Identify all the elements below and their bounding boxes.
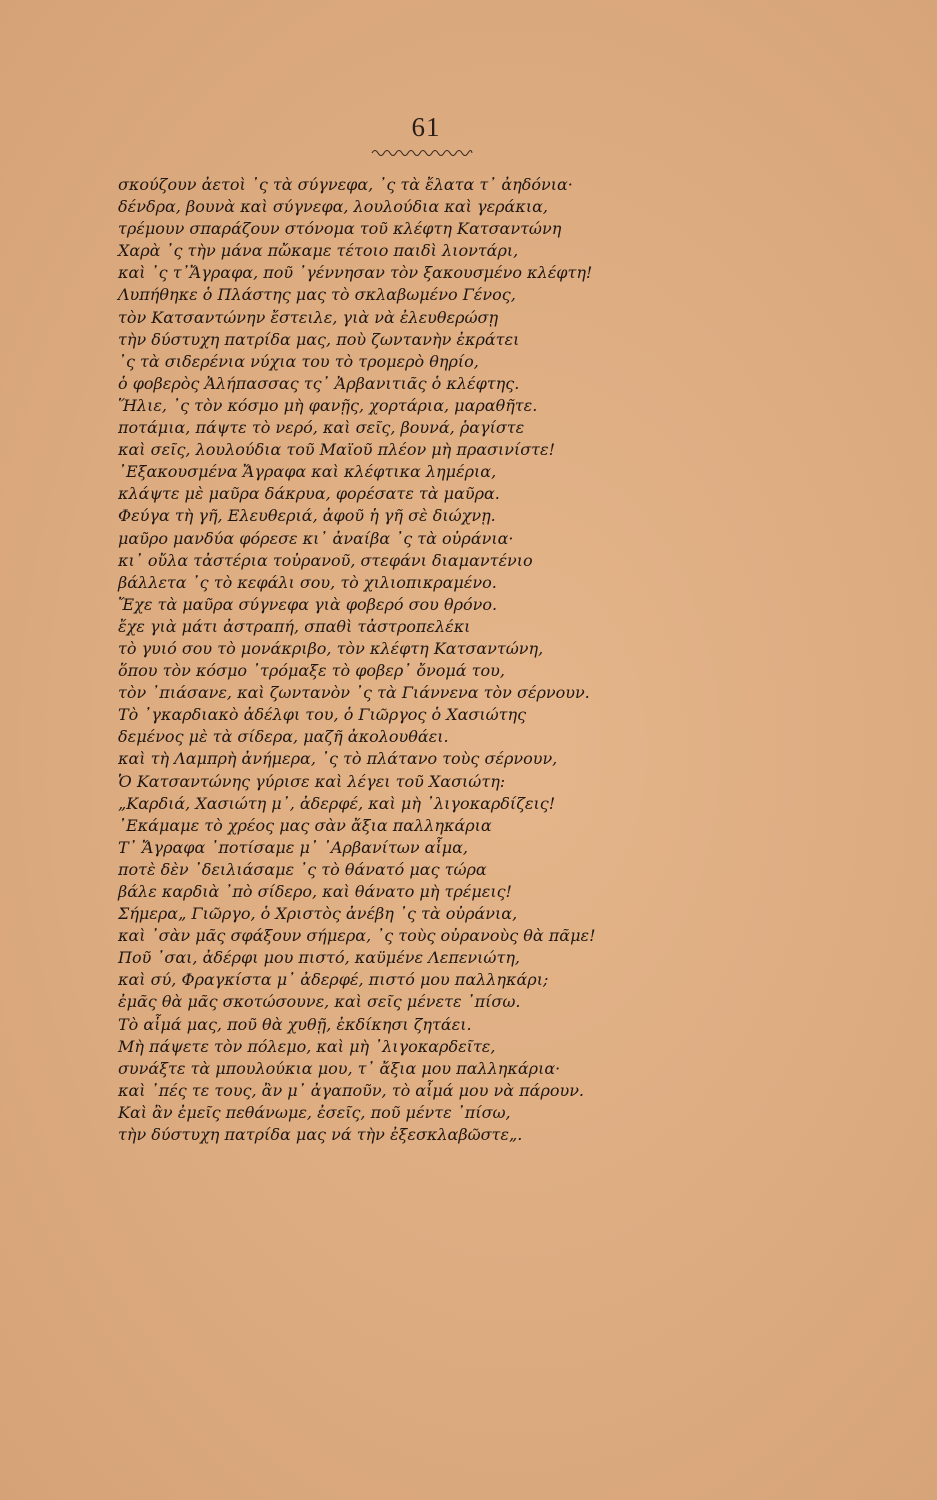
poem-line: βάλε καρδιὰ ᾽πὸ σίδερο, καὶ θάνατο μὴ τρέμεις! bbox=[118, 882, 512, 901]
poem-line: δένδρα, βουνὰ καὶ σύγνεφα, λουλούδια καὶ γεράκια, bbox=[118, 197, 549, 217]
poem-line: ὁ φοβερὸς Ἀλήπασσας τς᾽ Ἀρβανιτιᾶς ὁ κλέφτης. bbox=[118, 373, 520, 393]
poem-line: Τὸ ᾽γκαρδιακὸ ἀδέλφι του, ὁ Γιῶργος ὁ Χασιώτης bbox=[118, 705, 527, 725]
poem-line: καὶ σεῖς, λουλούδια τοῦ Μαϊοῦ πλέον μὴ πρασινίστε! bbox=[118, 440, 556, 460]
poem-line: δεμένος μὲ τὰ σίδερα, μαζῆ ἀκολουθάει. bbox=[118, 727, 449, 747]
poem-line: τὸν ᾽πιάσανε, καὶ ζωντανὸν ᾽ς τὰ Γιάννενα τὸν σέρνουν. bbox=[118, 683, 590, 703]
poem-line: καὶ τὴ Λαμπρὴ ἀνήμερα, ᾽ς τὸ πλάτανο τοὺς σέρνουν, bbox=[118, 749, 558, 769]
poem-line: Λυπήθηκε ὁ Πλάστης μας τὸ σκλαβωμένο Γένος, bbox=[118, 285, 516, 305]
poem-line: τρέμουν σπαράζουν στόνομα τοῦ κλέφτη Κατσαντώνη bbox=[118, 219, 562, 239]
poem-line: κλάψτε μὲ μαῦρα δάκρυα, φορέσατε τὰ μαῦρα. bbox=[118, 484, 500, 504]
page-number: 61 bbox=[411, 112, 441, 142]
poem-line: καὶ ᾽σὰν μᾶς σφάξουν σήμερα, ᾽ς τοὺς οὐρανοὺς θὰ πᾶμε! bbox=[118, 926, 596, 946]
poem-line: ὅπου τὸν κόσμο ᾽τρόμαξε τὸ φοβερ᾽ ὄνομά του, bbox=[118, 661, 505, 681]
poem-line: Σήμερα„ Γιῶργο, ὁ Χριστὸς ἀνέβη ᾽ς τὰ οὐράνια, bbox=[118, 904, 518, 924]
poem-line: τὸν Κατσαντώνην ἔστειλε, γιὰ νὰ ἐλευθερώσῃ bbox=[118, 307, 499, 327]
poem-line: ἔχε γιὰ μάτι ἀστραπή, σπαθὶ τἀστροπελέκι bbox=[118, 616, 471, 636]
poem-line: καὶ σύ, Φραγκίστα μ᾽ ἀδερφέ, πιστό μου παλληκάρι; bbox=[118, 970, 549, 990]
poem-line: ποτάμια, πάψτε τὸ νερό, καὶ σεῖς, βουνά, ῥαγίστε bbox=[118, 418, 525, 438]
wavy-rule-ornament bbox=[370, 146, 474, 158]
poem-line: τὴν δύστυχη πατρίδα μας, ποὺ ζωντανὴν ἐκράτει bbox=[118, 329, 520, 349]
poem-line: καὶ ᾽πές τε τους, ἂν μ᾽ ἀγαποῦν, τὸ αἷμά μου νὰ πάρουν. bbox=[118, 1080, 585, 1100]
poem-line: τὴν δύστυχη πατρίδα μας νά τὴν ἐξεσκλαβῶστε„. bbox=[118, 1125, 523, 1145]
poem-line: Χαρὰ ᾽ς τὴν μάνα πὤκαμε τέτοιο παιδὶ λιοντάρι, bbox=[118, 241, 519, 261]
poem-line: Ἔχε τὰ μαῦρα σύγνεφα γιὰ φοβερό σου θρόνο. bbox=[118, 594, 498, 614]
poem-line: „Καρδιά, Χασιώτη μ᾽, ἀδερφέ, καὶ μὴ ᾽λιγοκαρδίζεις! bbox=[118, 793, 556, 813]
poem-line: Τὸ αἷμά μας, ποῦ θὰ χυθῇ, ἐκδίκησι ζητάει. bbox=[118, 1014, 472, 1034]
poem-line: ᾽ς τὰ σιδερένια νύχια του τὸ τρομερὸ θηρίο, bbox=[118, 351, 479, 371]
poem-line: βάλλετα ᾽ς τὸ κεφάλι σου, τὸ χιλιοπικραμένο. bbox=[118, 572, 497, 592]
poem-line: Τ᾽ Ἄγραφα ᾽ποτίσαμε μ᾽ ᾽Αρβανίτων αἷμα, bbox=[118, 837, 469, 857]
poem-line: Φεύγα τὴ γῆ, Ελευθεριά, ἀφοῦ ἡ γῆ σὲ διώχνῃ. bbox=[118, 506, 496, 526]
poem-line: Μὴ πάψετε τὸν πόλεμο, καὶ μὴ ᾽λιγοκαρδεῖτε, bbox=[118, 1036, 496, 1056]
poem-line: Καὶ ἂν ἐμεῖς πεθάνωμε, ἐσεῖς, ποῦ μέντε ᾽πίσω, bbox=[118, 1102, 511, 1122]
poem-line: ποτὲ δὲν ᾽δειλιάσαμε ᾽ς τὸ θάνατό μας τώρα bbox=[118, 859, 487, 879]
poem-line: σκούζουν ἀετοὶ ᾽ς τὰ σύγνεφα, ᾽ς τὰ ἔλατα τ᾽ ἀηδόνια· bbox=[118, 175, 573, 194]
poem-line: συνάξτε τὰ μπουλούκια μου, τ᾽ ἄξια μου παλληκάρια· bbox=[118, 1058, 561, 1078]
poem-line: Ὁ Κατσαντώνης γύρισε καὶ λέγει τοῦ Χασιώτη: bbox=[118, 771, 506, 791]
poem-line: κι᾽ οὔλα τἀστέρια τοὐρανοῦ, στεφάνι διαμαντένιο bbox=[118, 550, 533, 570]
poem-line: ᾽Εκάμαμε τὸ χρέος μας σὰν ἄξια παλληκάρια bbox=[118, 815, 492, 835]
poem-line: τὸ γυιό σου τὸ μονάκριβο, τὸν κλέφτη Κατσαντώνη, bbox=[118, 638, 544, 658]
poem-line: ἐμᾶς θὰ μᾶς σκοτώσουνε, καὶ σεῖς μένετε ᾽πίσω. bbox=[118, 992, 521, 1012]
poem-line: Ἥλιε, ᾽ς τὸν κόσμο μὴ φανῇς, χορτάρια, μαραθῆτε. bbox=[118, 395, 538, 415]
poem-text bbox=[118, 174, 818, 1146]
poem-line: Ποῦ ᾽σαι, ἀδέρφι μου πιστό, καϋμένε Λεπενιώτη, bbox=[118, 948, 520, 968]
poem-line: μαῦρο μανδύα φόρεσε κι᾽ ἀναίβα ᾽ς τὰ οὐράνια· bbox=[118, 528, 514, 548]
poem-line: καὶ ᾽ς τ᾽Ἄγραφα, ποῦ ᾽γέννησαν τὸν ξακουσμένο κλέφτη! bbox=[118, 263, 593, 283]
poem-line: ᾽Εξακουσμένα Ἄγραφα καὶ κλέφτικα λημέρια, bbox=[118, 462, 497, 482]
